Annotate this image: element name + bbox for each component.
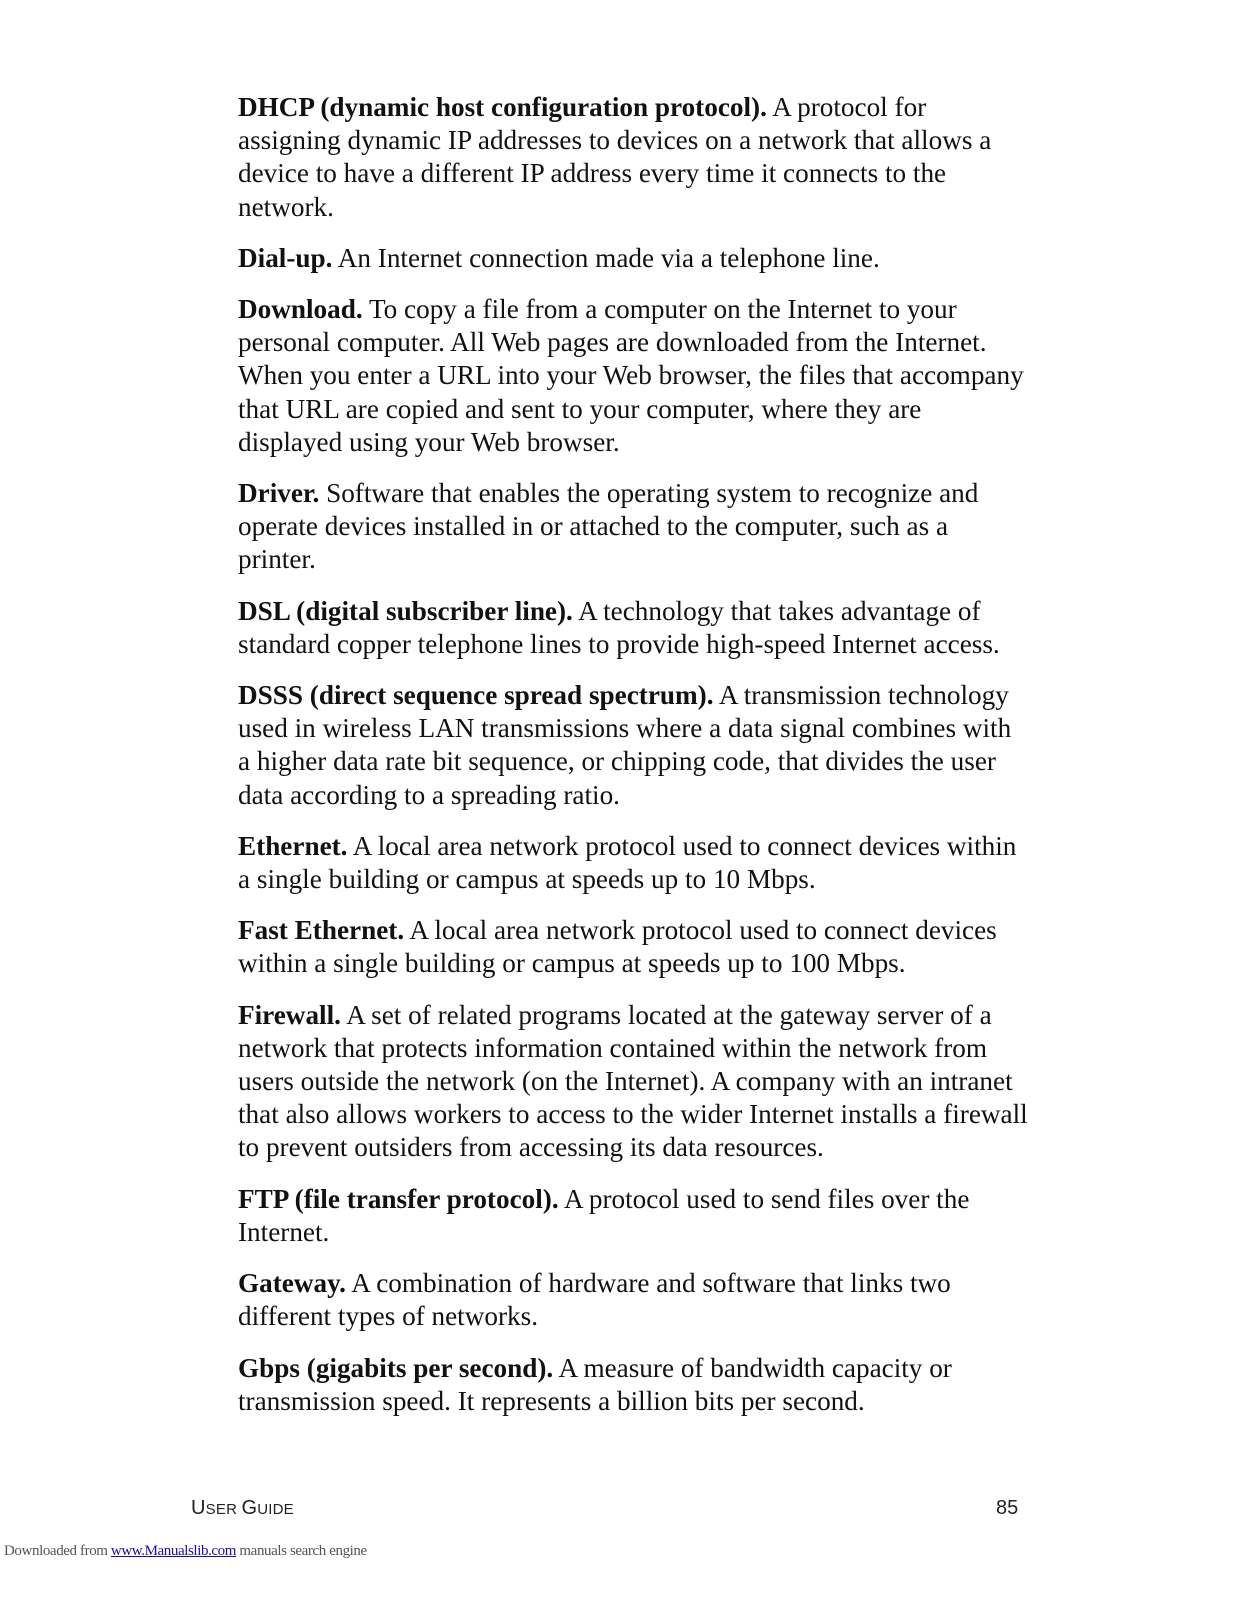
glossary-term: DSL (digital subscriber line). (238, 595, 573, 626)
manualslib-link[interactable]: www.Manualslib.com (110, 1543, 237, 1559)
glossary-entry (238, 679, 1028, 812)
glossary-entry (238, 293, 1028, 459)
glossary-term: Driver. (238, 478, 320, 509)
page-number: 85 (996, 1497, 1019, 1519)
glossary-term: Dial-up. (238, 242, 333, 273)
glossary-entry (238, 1267, 1028, 1333)
glossary-term: Firewall. (238, 999, 341, 1030)
glossary-entry (238, 914, 1028, 980)
footer-guide-first-initial: U (191, 1497, 206, 1519)
glossary-term: Download. (238, 294, 363, 325)
glossary-entry (238, 1183, 1028, 1249)
glossary-term: FTP (file transfer protocol). (238, 1183, 559, 1214)
glossary-definition: A combination of hardware and software that links two different types of networks. (238, 1268, 951, 1332)
glossary-entry (238, 477, 1028, 577)
glossary-list (238, 91, 1028, 1436)
glossary-entry (238, 830, 1028, 896)
glossary-entry (238, 1352, 1028, 1418)
glossary-term: Gateway. (238, 1268, 346, 1299)
glossary-term: Fast Ethernet. (238, 915, 405, 946)
glossary-entry (238, 595, 1028, 661)
glossary-term: Gbps (gigabits per second). (238, 1352, 554, 1383)
glossary-definition: A measure of bandwidth capacity or transmission speed. It represents a billion bits per second. (238, 1352, 952, 1416)
glossary-definition: A local area network protocol used to connect devices within a single building or campus at speeds up to 100 Mbps. (238, 915, 997, 979)
glossary-definition: To copy a file from a computer on the Internet to your personal computer. All Web pages are downloaded from the Internet. When you enter a URL into your Web browser, the files that accompany that URL are copied and sent to your computer, where they are displayed using your Web browser. (238, 294, 1024, 457)
watermark-suffix: manuals search engine (236, 1543, 367, 1559)
download-watermark (4, 1543, 367, 1560)
glossary-definition: A technology that takes advantage of standard copper telephone lines to provide high-speed Internet access. (238, 595, 1000, 659)
glossary-definition: A set of related programs located at the gateway server of a network that protects information contained within the network from users outside the network (on the Internet). A company with an intranet that also allows workers to access to the wider Internet installs a firewall to prevent outsiders from accessing its data resources. (238, 999, 1028, 1163)
glossary-definition: Software that enables the operating system to recognize and operate devices installed in or attached to the computer, such as a printer. (238, 478, 979, 575)
footer-guide-first-rest: SER (205, 1501, 242, 1518)
watermark-prefix: Downloaded from (4, 1543, 111, 1559)
glossary-entry (238, 999, 1028, 1165)
glossary-definition: A local area network protocol used to connect devices within a single building or campus at speeds up to 10 Mbps. (238, 830, 1017, 895)
footer-guide-second-rest: UIDE (257, 1501, 294, 1518)
glossary-entry (238, 242, 1028, 275)
glossary-term: Ethernet. (238, 830, 348, 861)
footer-guide-second-initial: G (241, 1497, 258, 1519)
glossary-definition: An Internet connection made via a telephone line. (337, 242, 880, 273)
glossary-definition: A protocol used to send files over the Internet. (238, 1183, 970, 1247)
glossary-definition: A transmission technology used in wireless LAN transmissions where a data signal combines with a higher data rate bit sequence, or chipping code, that divides the user data according to a spreading ratio. (238, 680, 1012, 810)
glossary-entry (238, 91, 1028, 224)
glossary-term: DSSS (direct sequence spread spectrum). (238, 680, 714, 711)
footer-guide-title (191, 1497, 294, 1520)
glossary-definition: A protocol for assigning dynamic IP addresses to devices on a network that allows a device to have a different IP address every time it connects to the network. (238, 92, 992, 222)
glossary-term: DHCP (dynamic host configuration protocol). (238, 92, 767, 122)
